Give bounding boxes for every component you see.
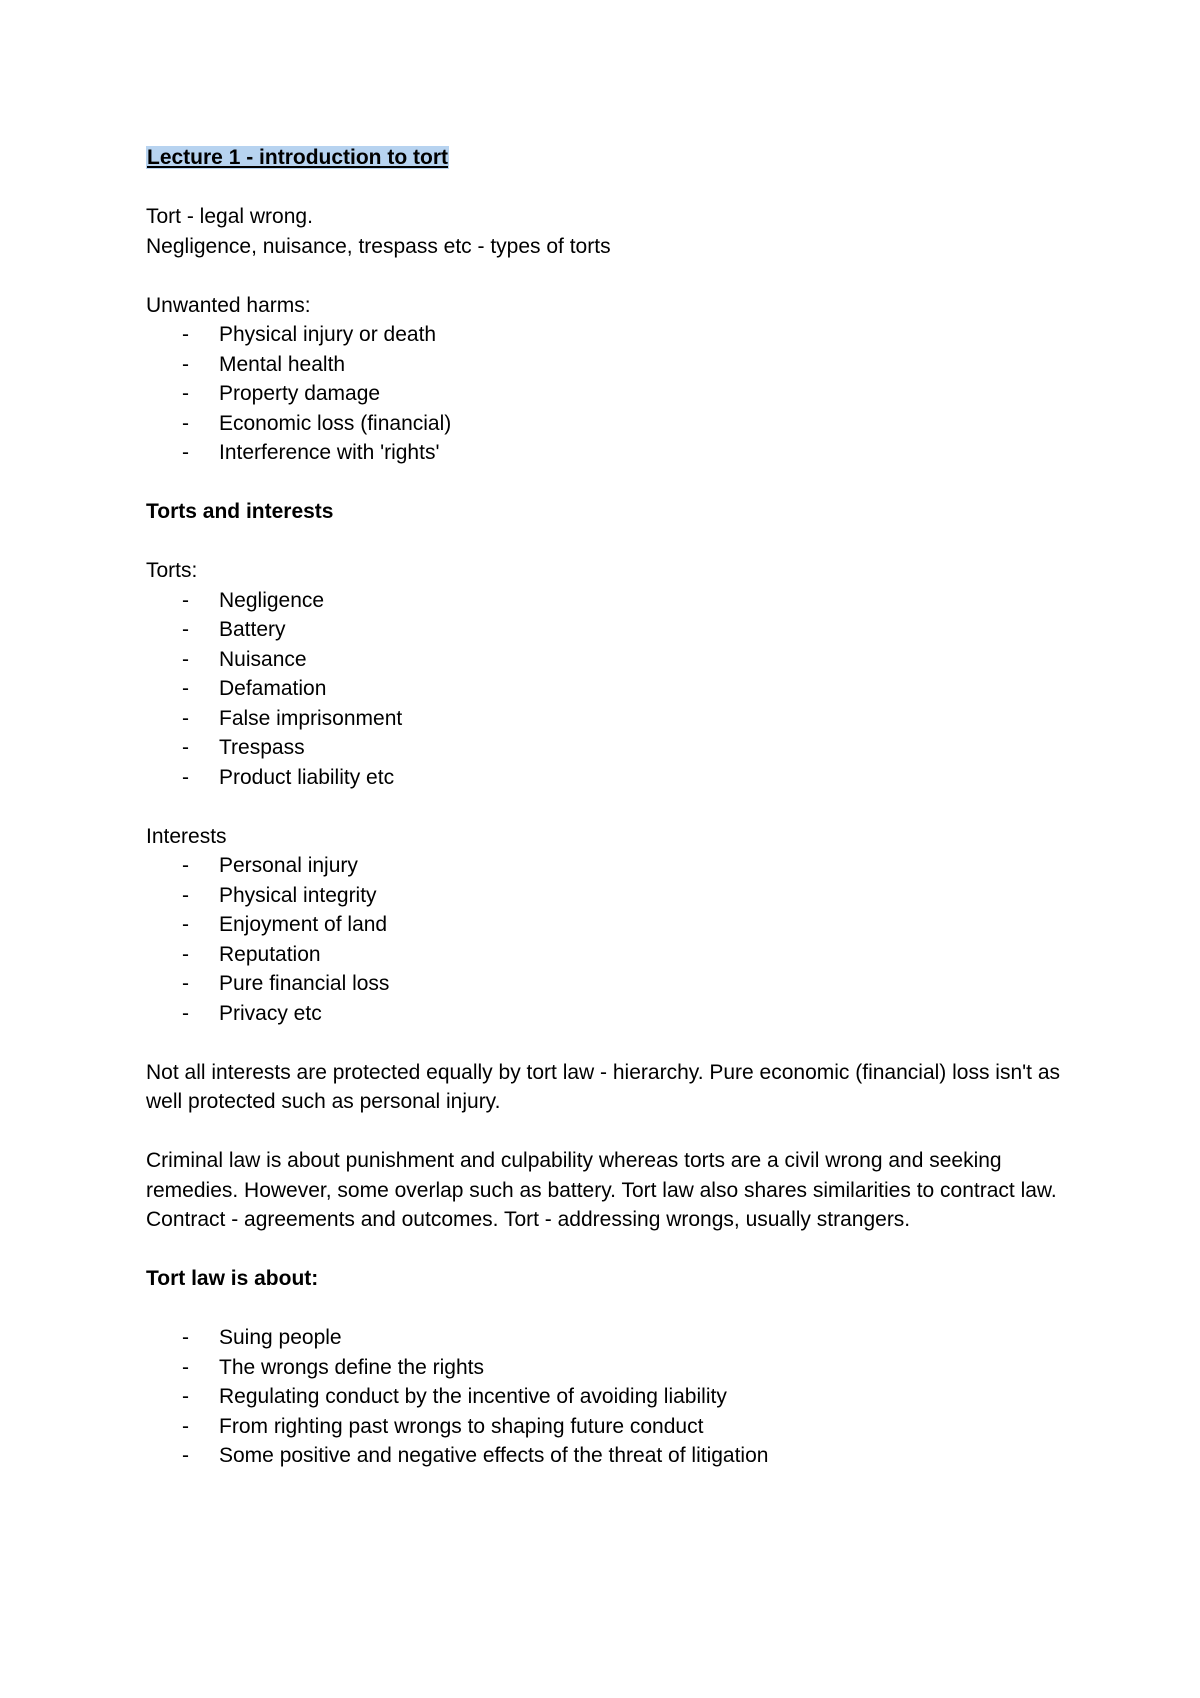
list-item [146, 645, 1071, 675]
list-item [146, 851, 1071, 881]
torts-label: Torts: [146, 559, 198, 582]
list-item [146, 379, 1071, 409]
list-item-text: Property damage [219, 382, 381, 405]
list-item-text: Personal injury [219, 854, 358, 877]
list-item [146, 910, 1071, 940]
list-item [146, 350, 1071, 380]
list-item-text: Negligence [219, 588, 325, 612]
list-item [146, 438, 1071, 468]
list-item-text: Defamation [219, 677, 327, 700]
list-item-text: Suing people [219, 1326, 342, 1349]
spacer [146, 527, 1071, 557]
dash-bullet: - [182, 382, 189, 405]
spacer [146, 1028, 1071, 1058]
list-item [146, 409, 1071, 439]
list-item [146, 615, 1071, 645]
intro-line-1: Tort - legal wrong. [146, 205, 313, 228]
torts-list [146, 586, 1071, 793]
dash-bullet: - [182, 854, 189, 877]
list-item-text: Product liability etc [219, 765, 395, 789]
dash-bullet: - [182, 352, 189, 376]
spacer [146, 1235, 1071, 1265]
harms-label: Unwanted harms: [146, 293, 311, 317]
list-item-text: Mental health [219, 352, 346, 376]
dash-bullet: - [182, 1326, 189, 1349]
document-title: Lecture 1 - introduction to tort [147, 146, 448, 169]
list-item-text: Interference with 'rights' [219, 441, 440, 464]
dash-bullet: - [182, 883, 189, 907]
list-item-text: Physical injury or death [219, 323, 437, 346]
dash-bullet: - [182, 1355, 189, 1379]
list-item [146, 1382, 1071, 1412]
list-item-text: The wrongs define the rights [219, 1355, 484, 1379]
list-item [146, 940, 1071, 970]
dash-bullet: - [182, 441, 189, 464]
interests-list [146, 851, 1071, 1028]
list-item-text: Physical integrity [219, 883, 377, 907]
dash-bullet: - [182, 765, 189, 789]
dash-bullet: - [182, 588, 189, 612]
list-item [146, 320, 1071, 350]
dash-bullet: - [182, 706, 189, 730]
dash-bullet: - [182, 647, 189, 671]
list-item [146, 704, 1071, 734]
list-item-text: Economic loss (financial) [219, 411, 452, 435]
intro-line-2: Negligence, nuisance, trespass etc - types of torts [146, 234, 611, 258]
tort-law-list [146, 1323, 1071, 1471]
list-item [146, 881, 1071, 911]
list-item [146, 763, 1071, 793]
list-item [146, 1353, 1071, 1383]
dash-bullet: - [182, 1444, 189, 1467]
list-item-text: From righting past wrongs to shaping future conduct [219, 1414, 704, 1438]
list-item [146, 1441, 1071, 1471]
spacer [146, 1117, 1071, 1147]
document-body [146, 143, 1071, 1471]
list-item [146, 1412, 1071, 1442]
list-item [146, 969, 1071, 999]
dash-bullet: - [182, 942, 189, 966]
dash-bullet: - [182, 677, 189, 700]
list-item-text: Trespass [219, 736, 305, 759]
list-item-text: Enjoyment of land [219, 913, 388, 936]
dash-bullet: - [182, 323, 189, 346]
list-item [146, 999, 1071, 1029]
dash-bullet: - [182, 1385, 189, 1408]
dash-bullet: - [182, 972, 189, 995]
spacer [146, 261, 1071, 291]
list-item-text: Regulating conduct by the incentive of avoiding liability [219, 1385, 727, 1408]
dash-bullet: - [182, 913, 189, 936]
list-item-text: Pure financial loss [219, 972, 390, 995]
list-item [146, 1323, 1071, 1353]
list-item-text: Reputation [219, 942, 321, 966]
torts-interests-heading: Torts and interests [146, 500, 334, 523]
paragraph-criminal-law: Criminal law is about punishment and culpability whereas torts are a civil wrong and seeking remedies. However, some overlap such as battery. Tort law also shares similarities to contract law. Contract - agreements and outcomes. Tort - addressing wrongs, usually strangers. [146, 1149, 1057, 1231]
list-item-text: Nuisance [219, 647, 307, 671]
list-item [146, 674, 1071, 704]
tort-law-heading: Tort law is about: [146, 1267, 319, 1290]
dash-bullet: - [182, 618, 189, 641]
dash-bullet: - [182, 411, 189, 435]
list-item-text: False imprisonment [219, 706, 403, 730]
spacer [146, 173, 1071, 203]
spacer [146, 1294, 1071, 1324]
dash-bullet: - [182, 1414, 189, 1438]
interests-label: Interests [146, 824, 227, 848]
paragraph-hierarchy: Not all interests are protected equally by tort law - hierarchy. Pure economic (financial) loss isn't as well protected such as personal injury. [146, 1060, 1061, 1113]
list-item-text: Some positive and negative effects of the threat of litigation [219, 1444, 769, 1467]
dash-bullet: - [182, 736, 189, 759]
list-item-text: Privacy etc [219, 1001, 322, 1025]
dash-bullet: - [182, 1001, 189, 1025]
list-item [146, 733, 1071, 763]
list-item [146, 586, 1071, 616]
harms-list [146, 320, 1071, 468]
title-line [146, 143, 1071, 173]
list-item-text: Battery [219, 618, 286, 641]
spacer [146, 792, 1071, 822]
spacer [146, 468, 1071, 498]
